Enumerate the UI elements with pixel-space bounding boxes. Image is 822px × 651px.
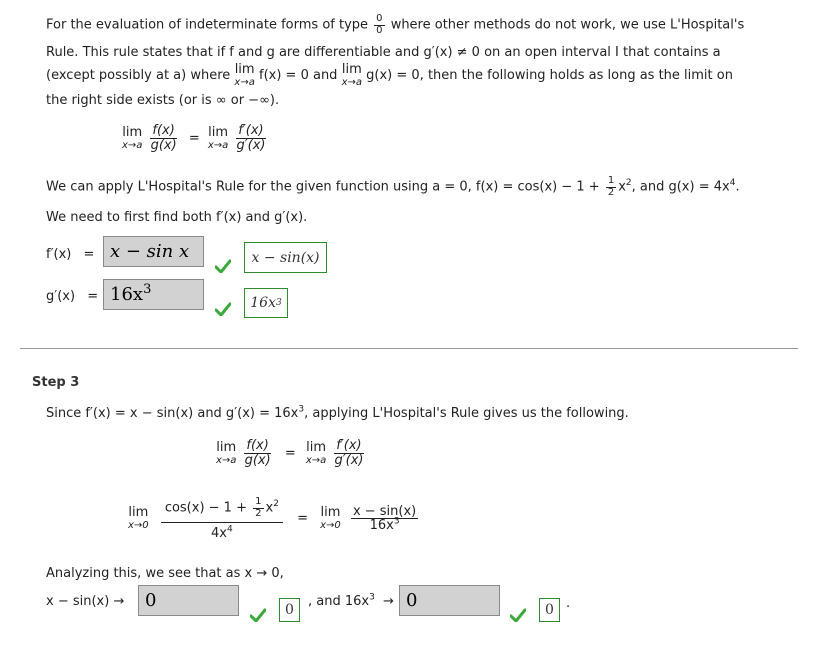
and-16x3-text: , and $16x^3$ → [308, 592, 394, 609]
check-icon [215, 302, 231, 316]
intro-text: For the evaluation of indeterminate forms of type [46, 17, 369, 33]
fprime-correct-answer: x − sin(x) [244, 242, 327, 273]
right-fraction: $\frac{x - \sin(x)}{16x^3}$ [352, 503, 417, 534]
step3-rule-formula: lim x→a $\frac{f(x)}{g(x)}$ = lim x→a $\frac{f'(x)}{g'(x)}$ [216, 438, 364, 468]
period: . [566, 596, 571, 611]
gprime-label: g′(x) = [46, 289, 99, 304]
limit1-label: x − sin(x) → [46, 594, 125, 609]
check-icon [250, 608, 266, 622]
check-icon [510, 608, 526, 622]
limit2-answer-input[interactable]: 0 [399, 585, 500, 616]
limit-notation: lim x→a [234, 62, 255, 89]
check-icon [215, 259, 231, 273]
intro-line-4: the right side exists (or is ∞ or −∞). [46, 93, 280, 108]
need-text: We need to first find both f′(x) and g′(x). [46, 210, 308, 225]
zero-over-zero: $\frac{0}{0}$ [376, 13, 383, 36]
intro-line-1: For the evaluation of indeterminate forms of type $\frac{0}{0}$ where other methods do not work, we use L'Hospital's [46, 13, 745, 36]
fprime-label: f′(x) = [46, 247, 95, 262]
lhospital-rule-formula: lim x→a $\frac{f(x)}{g(x)}$ = lim x→a $\frac{f'(x)}{g'(x)}$ [122, 123, 266, 153]
gprime-correct-answer: 16x 3 [244, 288, 288, 318]
gprime-answer-input[interactable]: $16x^3$ [103, 279, 204, 310]
step-3-heading: Step 3 [32, 375, 80, 390]
fprime-answer-input[interactable]: x − sin x [103, 236, 204, 267]
limit-notation: lim x→a [341, 62, 363, 89]
analyze-text: Analyzing this, we see that as x → 0, [46, 566, 284, 581]
intro-line-2: Rule. This rule states that if f and g are differentiable and g′(x) ≠ 0 on an open interval I that contains a [46, 45, 721, 60]
apply-text: We can apply L'Hospital's Rule for the given function using a = 0, f(x) = cos(x) − 1 + $\frac{1}{2}$ $x^2$, and $g(x) = 4x^4$. [46, 175, 740, 198]
left-fraction: cos(x) − 1 + $\frac{1}{2}$ $x^2$ $4x^4$ [161, 497, 283, 541]
limit1-answer-input[interactable]: 0 [138, 585, 239, 616]
limit1-correct-answer: 0 [279, 598, 300, 622]
since-text: Since f′(x) = x − sin(x) and $g'(x) = 16x^3$, applying L'Hospital's Rule gives us the following. [46, 404, 629, 421]
intro-line-3: (except possibly at a) where lim x→a f(x) = 0 and lim x→a g(x) = 0, then the following holds as long as the limit on [46, 62, 733, 89]
limit2-correct-answer: 0 [539, 598, 560, 622]
step3-applied-formula: lim x→0 cos(x) − 1 + $\frac{1}{2}$ $x^2$ $4x^4$ = lim x→0 $\frac{x - \sin(x)}{16x^3}$ [128, 496, 417, 541]
section-divider [20, 348, 798, 349]
